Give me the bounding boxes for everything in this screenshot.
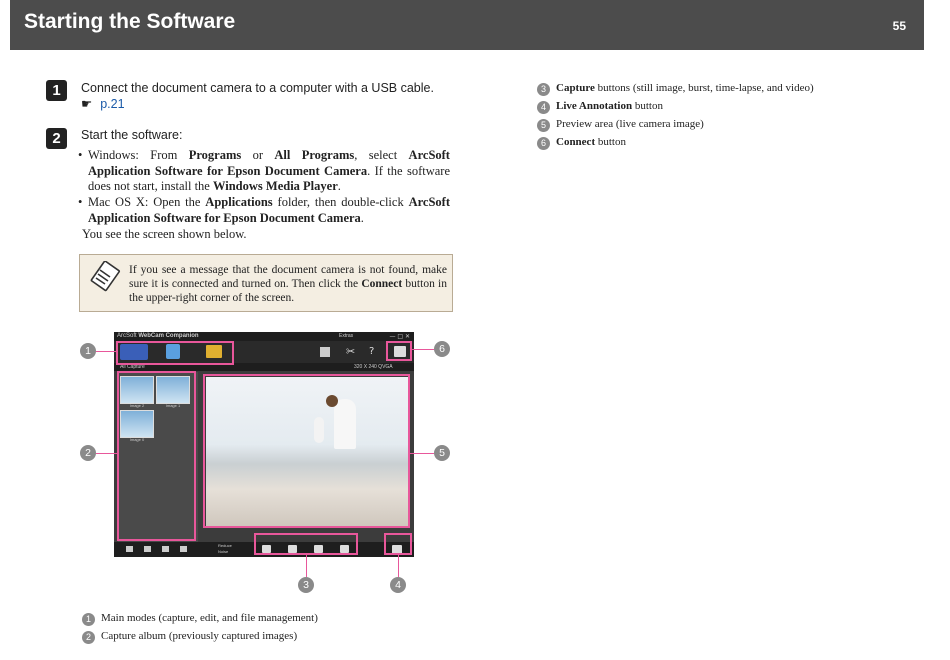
legend-text: button	[632, 100, 663, 112]
legend-bold: Live Annotation	[556, 100, 633, 112]
thumbnail-label: Image 2	[129, 403, 145, 408]
text: folder, then double-click	[272, 195, 409, 209]
highlight-main-modes	[116, 341, 234, 365]
text: .	[337, 179, 341, 193]
applications-label: Applications	[205, 195, 273, 209]
reference-hand-icon: ☛	[81, 96, 93, 111]
highlight-live-annotation	[384, 533, 412, 555]
programs-label: Programs	[188, 148, 242, 162]
callout-2: 2	[80, 445, 96, 461]
legend-text: Capture album (previously captured images)	[101, 630, 298, 642]
result-text: You see the screen shown below.	[82, 227, 247, 241]
highlight-capture-album	[117, 371, 196, 541]
page-link[interactable]: p.21	[100, 97, 125, 111]
leader-line-4	[398, 555, 399, 577]
text: Windows: From	[88, 148, 189, 162]
extras-menu[interactable]: Extras	[339, 333, 354, 339]
connect-label: Connect	[361, 278, 403, 290]
note-box	[79, 254, 453, 312]
legend-item	[537, 99, 663, 114]
legend-item	[537, 117, 704, 132]
settings-icon[interactable]	[320, 347, 330, 357]
legend-text: Preview area (live camera image)	[556, 118, 704, 130]
legend-number: 1	[82, 613, 95, 626]
leader-line-3	[306, 555, 307, 577]
legend-number: 3	[537, 83, 550, 96]
note-pencil-icon	[88, 261, 122, 295]
software-name: ArcSoft Application Software for Epson Document Camera	[88, 195, 450, 225]
all-programs-label: All Programs	[274, 148, 355, 162]
leader-line-6	[412, 349, 434, 350]
app-title	[117, 332, 199, 341]
text: WebCam Companion	[138, 333, 199, 339]
mac-instruction: • Mac OS X: Open the Applications folder, then double-click ArcSoft Application Software for Epson Document Camera.	[78, 195, 450, 225]
text: , select	[354, 148, 409, 162]
page-number: 55	[892, 19, 906, 33]
album-tool-icon[interactable]	[126, 546, 133, 552]
legend-number: 6	[537, 137, 550, 150]
leader-line-2	[96, 453, 117, 454]
legend-item	[82, 629, 297, 644]
thumbnail-label: Image 0	[129, 437, 145, 442]
legend-item	[537, 81, 814, 96]
step-1-text	[81, 80, 453, 112]
windows-instruction: • Windows: From Programs or All Programs, select ArcSoft Application Software for Epson Document Camera. If the software does not start, install the Windows Media Player.	[78, 148, 450, 193]
step-2-heading: Start the software:	[81, 128, 183, 142]
step-1-instruction: Connect the document camera to a computer with a USB cable.	[81, 81, 434, 95]
legend-bold: Capture	[556, 82, 595, 94]
note-text	[129, 263, 447, 305]
text: If you see a message that the document camera is not found, make sure it is connected and turned on. Then click the	[129, 264, 447, 290]
step-1-badge: 1	[46, 80, 67, 101]
callout-3: 3	[298, 577, 314, 593]
highlight-preview-area	[203, 374, 410, 528]
legend-number: 4	[537, 101, 550, 114]
legend-text: Main modes (capture, edit, and file management)	[101, 612, 318, 624]
legend-text: button	[595, 136, 626, 148]
leader-line-1	[96, 351, 116, 352]
legend-bold: Connect	[556, 136, 596, 148]
trash-icon[interactable]	[180, 546, 187, 552]
media-player-label: Windows Media Player	[212, 179, 338, 193]
callout-6: 6	[434, 341, 450, 357]
highlight-connect	[386, 341, 412, 361]
album-filter[interactable]: All Capture	[120, 364, 145, 370]
highlight-capture-buttons	[254, 533, 358, 555]
thumbnail-label: Image 1	[165, 403, 181, 408]
page-header	[10, 0, 924, 50]
resolution-select[interactable]: 320 X 240 QVGA	[354, 364, 393, 370]
window-controls[interactable]: — □ ✕	[389, 333, 410, 340]
text: Mac OS X: Open the	[88, 195, 206, 209]
legend-number: 5	[537, 119, 550, 132]
legend-item	[82, 611, 318, 626]
print-icon[interactable]	[162, 546, 169, 552]
text: . If the software does not start, install the	[88, 163, 450, 193]
text: .	[360, 210, 364, 225]
text: button in the upper-right corner of the screen.	[129, 278, 447, 304]
help-icon[interactable]: ?	[369, 346, 375, 357]
email-icon[interactable]	[144, 546, 151, 552]
leader-line-5	[410, 453, 434, 454]
text: ArcSoft	[117, 333, 139, 339]
software-name: ArcSoft Application Software for Epson Document Camera	[88, 148, 450, 178]
legend-item	[537, 135, 626, 150]
text: or	[241, 148, 275, 162]
reduce-noise-option[interactable]: Reduce Noise	[218, 543, 232, 554]
legend-number: 2	[82, 631, 95, 644]
callout-1: 1	[80, 343, 96, 359]
legend-text: buttons (still image, burst, time-lapse, and video)	[594, 82, 814, 94]
step-2-badge: 2	[46, 128, 67, 149]
callout-5: 5	[434, 445, 450, 461]
tools-icon[interactable]: ✂	[346, 345, 356, 358]
app-title-bar	[114, 332, 414, 341]
page-title: Starting the Software	[24, 10, 236, 33]
callout-4: 4	[390, 577, 406, 593]
